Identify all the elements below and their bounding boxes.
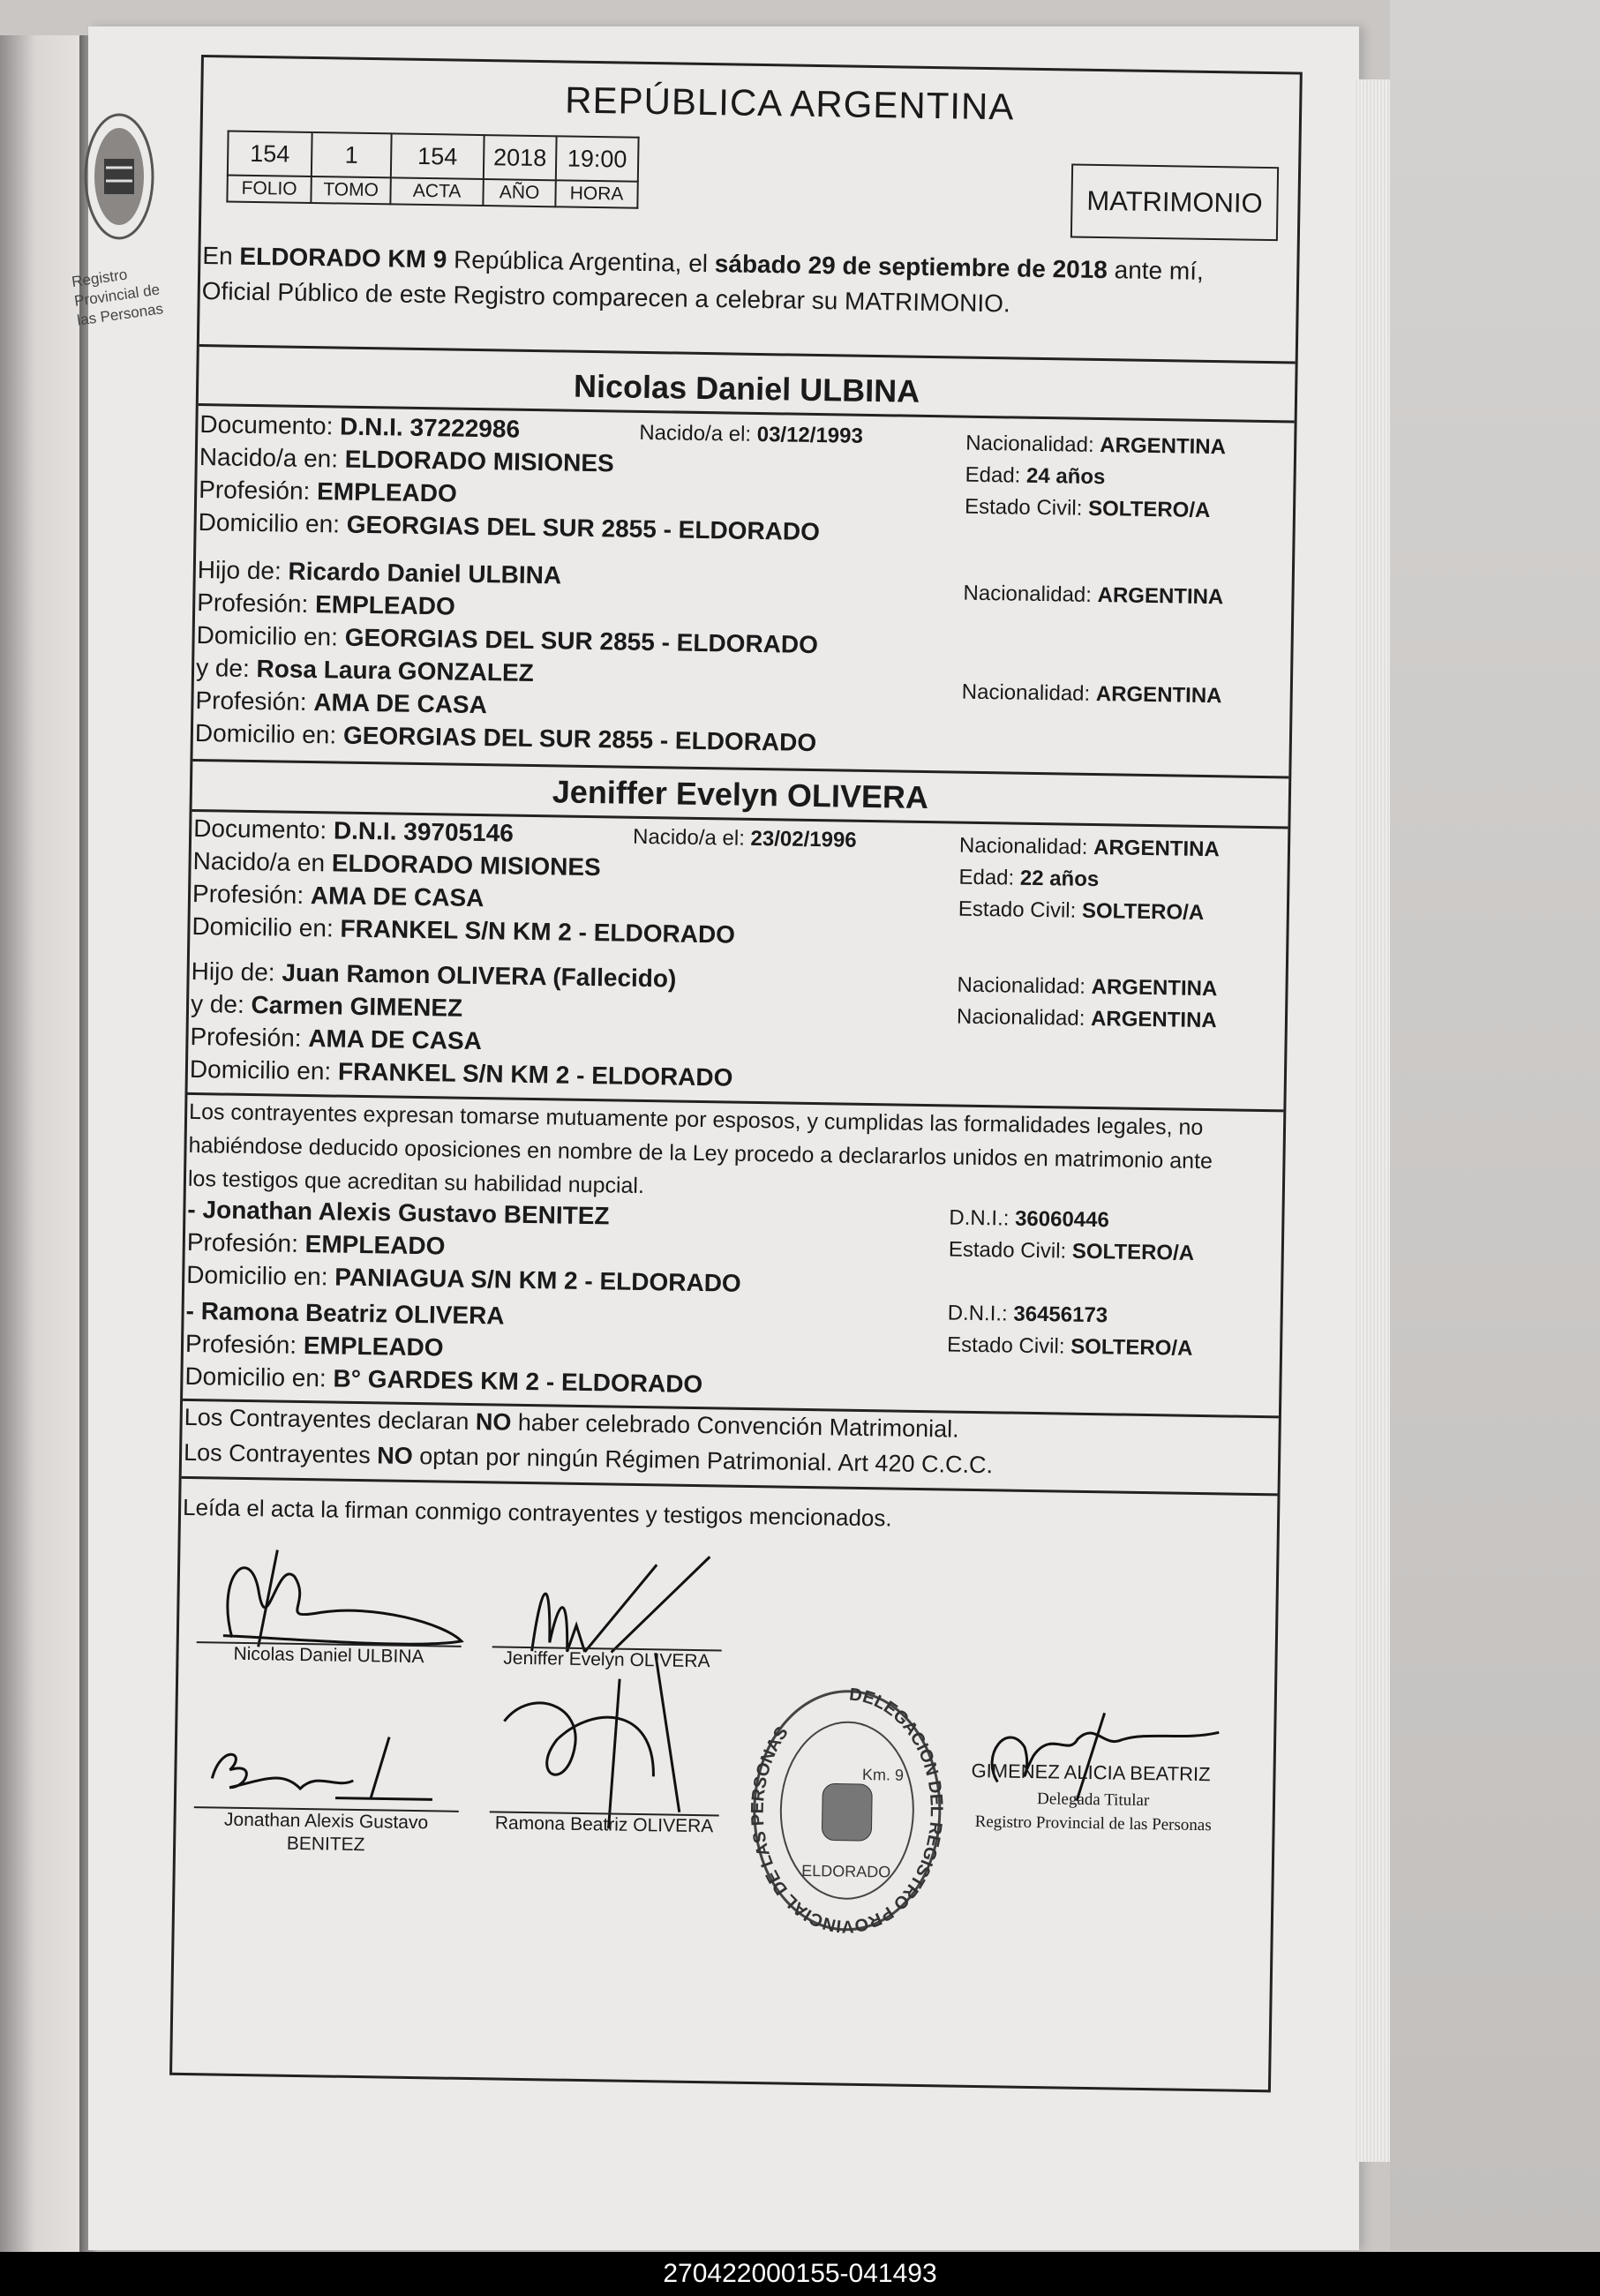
field-value: ELDORADO MISIONES [344, 445, 614, 477]
spouse1-mother [196, 654, 534, 687]
spouse1-mother-address [195, 719, 817, 757]
intro-text: En [202, 242, 240, 270]
field-label: Nacionalidad: [956, 1004, 1092, 1031]
spouse2-address [192, 912, 735, 949]
field-value: 36060446 [1014, 1206, 1110, 1233]
field-label: Edad: [958, 865, 1021, 890]
intro-place: ELDORADO KM 9 [239, 242, 447, 274]
field-label: Nacionalidad: [957, 972, 1092, 999]
field-label: D.N.I.: [949, 1205, 1016, 1231]
field-value: ARGENTINA [1093, 835, 1220, 862]
spouse1-father-profession [197, 589, 455, 621]
spouse2-birthplace [192, 847, 601, 882]
intro-text: ante mí, [1107, 256, 1205, 285]
spouse2-mother [191, 990, 463, 1023]
declaration-paragraph [188, 1095, 1284, 1212]
field-value: B° GARDES KM 2 - ELDORADO [333, 1364, 703, 1399]
field-label: y de: [195, 653, 257, 683]
field-label: D.N.I.: [947, 1301, 1014, 1326]
folio-label: FOLIO [227, 175, 311, 202]
official-organization: Registro Provincial de las Personas [974, 1812, 1212, 1835]
spouse1-mother-profession [195, 687, 487, 719]
signature-witness1-icon [194, 1716, 461, 1818]
field-label: Profesión: [195, 686, 314, 717]
intro-date: sábado 29 de septiembre de 2018 [714, 250, 1108, 284]
anio-value: 2018 [484, 135, 557, 180]
spouse1-father-address [196, 621, 818, 659]
field-label: Profesión: [199, 476, 318, 506]
field-label: Profesión: [197, 589, 316, 619]
field-label: Nacionalidad: [965, 431, 1100, 458]
field-label: y de: [190, 989, 252, 1019]
registry-table [226, 130, 639, 208]
spouse1-profession [199, 476, 457, 508]
spouse2-age [958, 866, 1099, 892]
signature-spouse1-icon [197, 1522, 481, 1659]
intro-text: República Argentina, el [447, 245, 716, 278]
field-value: Carmen GIMENEZ [251, 991, 463, 1022]
clause-text: haber celebrado Convención Matrimonial. [511, 1408, 959, 1443]
field-value: 36456173 [1013, 1302, 1108, 1328]
field-label: Profesión: [184, 1329, 304, 1359]
stamp-inner-km: Km. 9 [861, 1766, 905, 1784]
spouse1-address [198, 508, 820, 546]
signature-label-witness1 [193, 1808, 459, 1858]
field-value: GEORGIAS DEL SUR 2855 - ELDORADO [344, 623, 819, 659]
field-value: - Ramona Beatriz OLIVERA [185, 1296, 505, 1330]
field-value: FRANKEL S/N KM 2 - ELDORADO [340, 914, 736, 949]
clause-text: Los Contrayentes declaran [184, 1403, 477, 1436]
field-value: Rosa Laura GONZALEZ [256, 655, 535, 687]
spouse2-birthdate [633, 825, 857, 853]
hora-label: HORA [555, 180, 637, 207]
field-value: Ricardo Daniel ULBINA [288, 557, 562, 589]
intro-paragraph [199, 238, 1299, 326]
spouse1-civil-status [965, 495, 1211, 523]
declaration-line: Los contrayentes expresan tomarse mutuamente por esposos, y cumplidas las formalidades legales, no [188, 1099, 1204, 1140]
clause-no: NO [475, 1408, 512, 1436]
signature-label-spouse2: Jeniffer Evelyn OLIVERA [503, 1647, 710, 1672]
witness2-address [184, 1362, 702, 1399]
field-value: ARGENTINA [1091, 974, 1218, 1002]
emblem-caption: Registro Provincial de las Personas [71, 266, 165, 329]
field-value: ARGENTINA [1095, 682, 1222, 709]
tomo-value: 1 [312, 132, 392, 177]
field-label: Domicilio en: [192, 912, 341, 942]
signature-name-line: Jonathan Alexis Gustavo [223, 1809, 429, 1834]
field-value: SOLTERO/A [1087, 496, 1211, 523]
hora-value: 19:00 [556, 136, 639, 181]
divider [199, 344, 1296, 364]
field-value: D.N.I. 39705146 [333, 816, 515, 847]
acta-value: 154 [391, 133, 485, 179]
field-label: Domicilio en: [184, 1362, 334, 1392]
table-background [1390, 0, 1600, 2250]
field-value: ARGENTINA [1100, 433, 1227, 460]
divider [182, 1476, 1278, 1497]
spouse1-name: Nicolas Daniel ULBINA [573, 367, 920, 409]
field-label: Profesión: [186, 1227, 305, 1258]
witness2-dni [947, 1301, 1108, 1328]
spouse2-father-nationality [957, 973, 1217, 1002]
field-label: Domicilio en: [189, 1054, 339, 1085]
witness1-civil-status [949, 1237, 1195, 1265]
field-value: AMA DE CASA [313, 688, 488, 719]
field-label: Estado Civil: [964, 494, 1089, 521]
field-value: GEORGIAS DEL SUR 2855 - ELDORADO [342, 721, 817, 757]
left-page-edge [0, 35, 88, 2259]
official-stamp-icon [740, 1672, 956, 1940]
witness1-address [186, 1261, 741, 1298]
spouse2-profession [192, 880, 485, 912]
closing-statement: Leída el acta la firman conmigo contrayentes y testigos mencionados. [182, 1493, 892, 1532]
field-value: ARGENTINA [1090, 1006, 1217, 1033]
field-label: Domicilio en: [196, 620, 345, 651]
field-value: PANIAGUA S/N KM 2 - ELDORADO [334, 1263, 741, 1297]
signature-label-witness2: Ramona Beatriz OLIVERA [494, 1812, 714, 1837]
witness1-name [187, 1196, 610, 1231]
field-label: Nacido/a el: [639, 420, 757, 446]
field-value: D.N.I. 37222986 [339, 412, 521, 443]
field-label: Estado Civil: [958, 897, 1083, 923]
stamp-inner-text: ELDORADO [801, 1861, 891, 1881]
document-title: REPÚBLICA ARGENTINA [564, 79, 1015, 128]
spouse2-nationality [959, 834, 1220, 863]
field-label: Domicilio en: [198, 508, 347, 538]
field-value: AMA DE CASA [310, 882, 485, 912]
spouse2-name: Jeniffer Evelyn OLIVERA [552, 773, 929, 816]
document-type-box: MATRIMONIO [1070, 164, 1279, 242]
field-value: ELDORADO MISIONES [331, 849, 601, 882]
field-label: Nacido/a en: [199, 443, 346, 473]
declaration-line: los testigos que acreditan su habilidad nupcial. [187, 1166, 645, 1199]
field-value: 24 años [1025, 463, 1106, 490]
spouse2-civil-status [958, 897, 1205, 926]
field-value: SOLTERO/A [1071, 1239, 1195, 1265]
clause-no: NO [376, 1442, 413, 1469]
field-value: EMPLEADO [314, 590, 456, 620]
tomo-label: TOMO [311, 176, 390, 204]
field-label: Documento: [192, 814, 334, 844]
spouse1-father [198, 556, 562, 589]
field-label: Hijo de: [191, 957, 282, 987]
field-label: Hijo de: [197, 556, 289, 585]
page-stack-edge [1355, 79, 1390, 2162]
witness1-profession [187, 1228, 446, 1261]
witness2-name [185, 1297, 504, 1331]
spouse1-mother-nationality [962, 680, 1222, 709]
field-value: 22 años [1019, 866, 1100, 892]
field-label: Edad: [965, 462, 1027, 488]
field-value: - Jonathan Alexis Gustavo BENITEZ [187, 1195, 610, 1230]
field-value: AMA DE CASA [308, 1024, 483, 1055]
signature-name-line: BENITEZ [286, 1833, 365, 1856]
intro-line2: Oficial Público de este Registro comparecen a celebrar su MATRIMONIO. [201, 277, 1010, 318]
spouse1-birthdate [639, 421, 863, 449]
spouse2-mother-address [190, 1055, 733, 1092]
spouse2-document [193, 814, 514, 848]
clause-text: Los Contrayentes [183, 1438, 378, 1469]
witness1-dni [949, 1205, 1109, 1233]
field-label: Documento: [199, 410, 341, 440]
official-name: GIMENEZ ALICIA BEATRIZ [971, 1759, 1211, 1786]
field-value: 23/02/1996 [750, 826, 857, 852]
stamp-ring-text: DELEGACION DEL REGISTRO PROVINCIAL DE LAS PERSONAS [747, 1684, 946, 1936]
field-value: EMPLEADO [303, 1332, 444, 1362]
marriage-certificate [169, 55, 1303, 2092]
field-label: Nacionalidad: [963, 581, 1098, 608]
field-label: Domicilio en: [194, 718, 344, 749]
field-value: 03/12/1993 [756, 422, 864, 448]
field-value: Juan Ramon OLIVERA (Fallecido) [282, 958, 677, 993]
spouse2-father [191, 957, 676, 994]
declaration-line: habiéndose deducido oposiciones en nombre de la Ley procedo a declararlos unidos en matrimonio ante [188, 1132, 1213, 1174]
field-value: SOLTERO/A [1070, 1334, 1193, 1361]
field-label: Profesión: [192, 879, 312, 910]
field-value: EMPLEADO [304, 1230, 446, 1260]
field-label: Nacido/a en [192, 846, 333, 877]
field-label: Nacido/a el: [632, 824, 751, 851]
field-value: EMPLEADO [316, 477, 458, 507]
field-label: Estado Civil: [948, 1237, 1073, 1264]
signature-label-spouse1: Nicolas Daniel ULBINA [233, 1643, 424, 1668]
spouse1-document [199, 410, 520, 444]
signature-spouse2-icon [476, 1544, 727, 1830]
field-value: GEORGIAS DEL SUR 2855 - ELDORADO [346, 510, 821, 546]
witness2-civil-status [947, 1332, 1193, 1361]
field-label: Estado Civil: [946, 1332, 1071, 1359]
clause-text: optan por ningún Régimen Patrimonial. Art 420 C.C.C. [412, 1442, 994, 1479]
field-label: Nacionalidad: [961, 679, 1097, 707]
field-value: FRANKEL S/N KM 2 - ELDORADO [337, 1057, 733, 1092]
spouse1-age [965, 463, 1105, 490]
official-title: Delegada Titular [1036, 1790, 1150, 1811]
anio-label: AÑO [483, 179, 555, 206]
witness2-profession [185, 1330, 444, 1362]
field-label: Profesión: [190, 1022, 309, 1053]
scan-id-bar: 270422000155-041493 [0, 2252, 1600, 2296]
spouse1-nationality [965, 431, 1226, 461]
spouse2-mother-profession [190, 1023, 482, 1055]
spouse2-mother-nationality [957, 1005, 1217, 1034]
field-label: Nacionalidad: [958, 833, 1094, 859]
clause-regime [184, 1439, 993, 1479]
spouse1-father-nationality [963, 582, 1223, 611]
field-label: Domicilio en: [186, 1260, 335, 1291]
spouse1-birthplace [199, 443, 614, 477]
acta-label: ACTA [390, 177, 483, 206]
field-value: ARGENTINA [1097, 583, 1224, 610]
field-value: SOLTERO/A [1081, 898, 1205, 925]
folio-value: 154 [228, 131, 312, 176]
